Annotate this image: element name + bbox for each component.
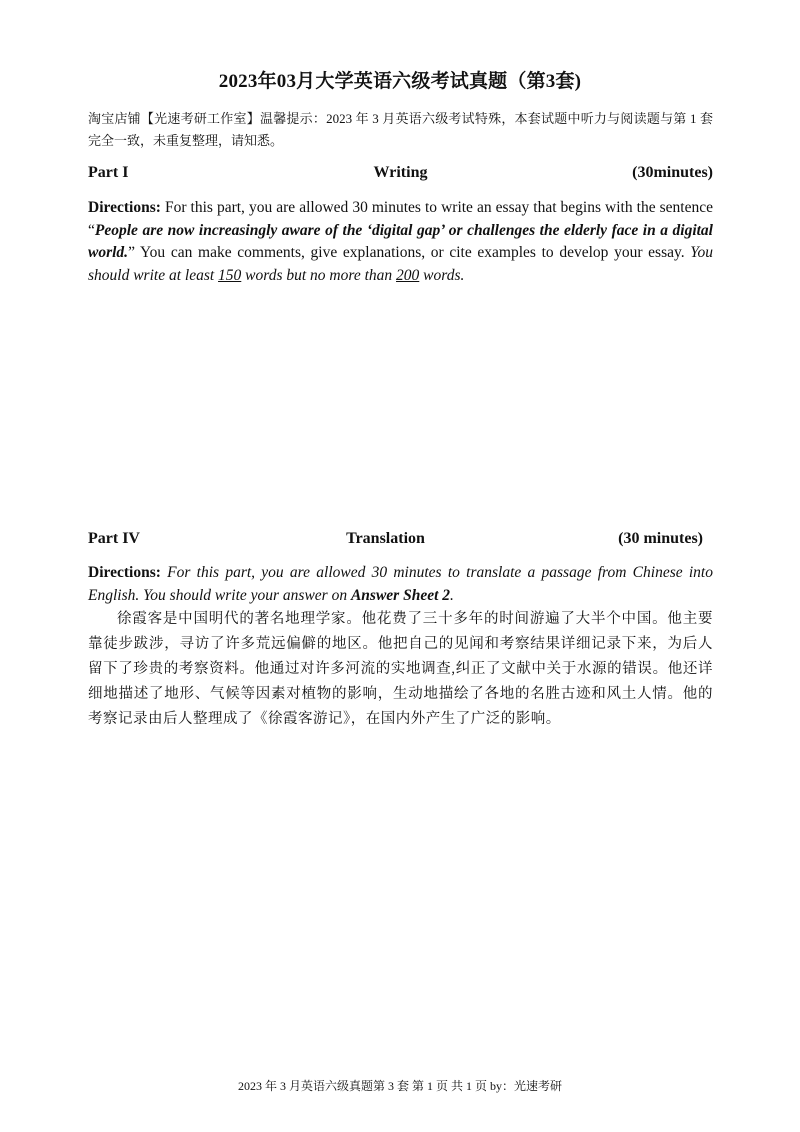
part1-label: Part I	[88, 164, 129, 181]
part4-directions	[88, 562, 713, 607]
min-word-count: 150	[218, 266, 242, 284]
part1-directions-text1: For this part, you are allowed 30 minutes to write an essay that begins with the sentence “	[88, 199, 713, 239]
part1-directions	[88, 197, 713, 287]
part4-directions-text2: .	[450, 586, 454, 604]
translation-passage: 徐霞客是中国明代的著名地理学家。他花费了三十多年的时间游遍了大半个中国。他主要靠徒步跋涉，寻访了许多荒远偏僻的地区。他把自己的见闻和考察结果详细记录下来，为后人留下了珍贵的考察资料。他通过对许多河流的实地调查,纠正了文献中关于水源的错误。他还详细地描述了地形、气候等因素对植物的影响，生动地描绘了各地的名胜古迹和风土人情。他的考察记录由后人整理成了《徐霞客游记》，在国内外产生了广泛的影响。	[88, 611, 713, 727]
word-count-text1: You should write at least	[88, 244, 713, 284]
part1-time: (30minutes)	[632, 164, 713, 181]
part4-directions-lead: Directions:	[88, 564, 161, 581]
answer-sheet-name: Answer Sheet 2	[350, 586, 451, 604]
page-footer: 2023 年 3 月英语六级真题第 3 套 第 1 页 共 1 页 by：光速考研	[237, 1079, 562, 1093]
part1-directions-lead: Directions:	[88, 199, 161, 216]
word-count-text3: words.	[419, 266, 465, 284]
part1-section: Writing	[373, 164, 428, 181]
part4-label: Part IV	[88, 530, 140, 547]
part4-time: (30 minutes)	[618, 530, 703, 547]
part1-header	[88, 164, 713, 186]
part1-directions-text2: ” You can make comments, give explanations, or cite examples to develop your essay.	[128, 244, 691, 262]
part4-header	[88, 530, 713, 552]
part4-section: Translation	[346, 530, 425, 547]
part4-directions-text1: For this part, you are allowed 30 minutes to translate a passage from Chinese into English. You should write your answer on	[88, 564, 713, 604]
essay-opening-sentence: People are now increasingly aware of the ‘digital gap’ or challenges the elderly face in a digital world.	[88, 221, 713, 262]
max-word-count: 200	[396, 266, 420, 284]
store-notice: 淘宝店铺【光速考研工作室】温馨提示：2023 年 3 月英语六级考试特殊，本套试题中听力与阅读题与第 1 套完全一致，未重复整理，请知悉。	[88, 111, 713, 148]
page-title: 2023年03月大学英语六级考试真题（第3套)	[218, 71, 582, 92]
word-count-text2: words but no more than	[241, 266, 397, 284]
